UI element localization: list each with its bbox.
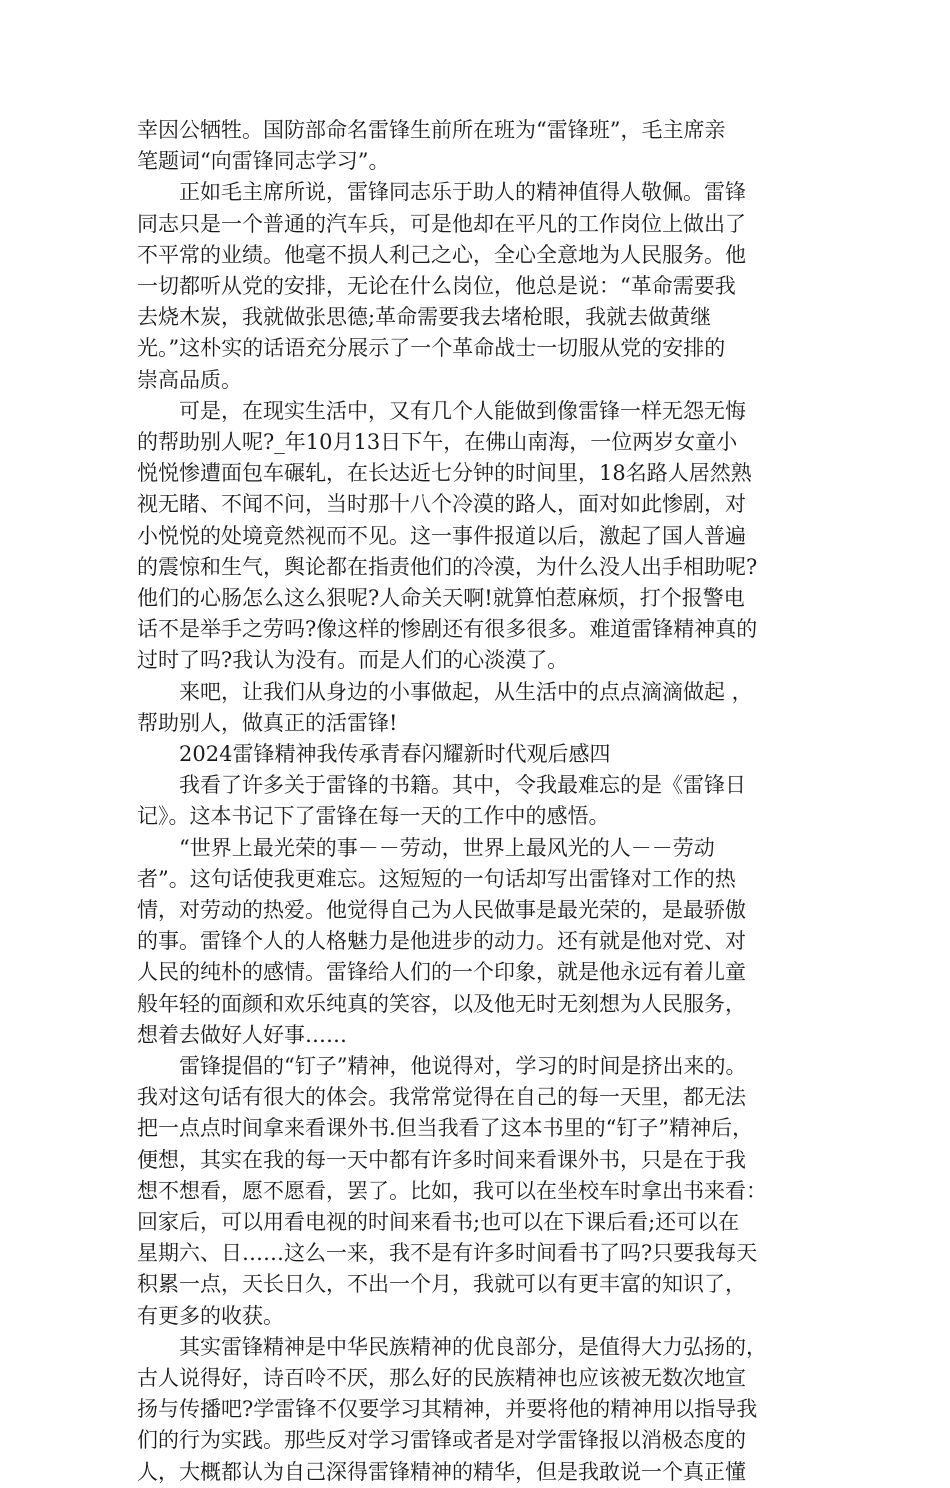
text-line: 记》。这本书记下了雷锋在每一天的工作中的感悟。 (137, 804, 610, 829)
text-line: 们的行为实践。那些反对学习雷锋或者是对学雷锋报以消极态度的 (137, 1428, 746, 1453)
text-line: 他们的心肠怎么这么狠呢?人命关天啊!就算怕惹麻烦，打个报警电 (137, 586, 745, 610)
text-line: 视无睹、不闻不问，当时那十八个冷漠的路人，面对如此惨剧，对 (137, 492, 746, 517)
text-line: 把一点点时间拿来看课外书.但当我看了这本书里的“钉子”精神后， (137, 1116, 754, 1141)
text-line: 2024雷锋精神我传承青春闪耀新时代观后感四 (137, 742, 611, 766)
text-line: 同志只是一个普通的汽车兵，可是他却在平凡的工作岗位上做出了 (137, 211, 746, 236)
text-line: 扬与传播吧?学雷锋不仅要学习其精神，并要将他的精神用以指导我 (137, 1397, 758, 1422)
text-line: 雷锋提倡的“钉子”精神，他说得对，学习的时间是挤出来的。 (137, 1054, 747, 1078)
text-line: 的事。雷锋个人的人格魅力是他进步的动力。还有就是他对党、对 (137, 929, 746, 954)
text-line: 般年轻的面颜和欢乐纯真的笑容，以及他无时无刻想为人民服务， (137, 991, 746, 1016)
text-line: 想着去做好人好事…… (137, 1022, 347, 1047)
text-line: 我看了许多关于雷锋的书籍。其中，令我最难忘的是《雷锋日 (137, 773, 746, 798)
text-line: 幸因公牺牲。国防部命名雷锋生前所在班为“雷锋班”，毛主席亲 (137, 118, 726, 142)
text-line: 话不是举手之劳吗?像这样的惨剧还有很多很多。难道雷锋精神真的 (137, 617, 758, 642)
text-line: 人，大概都认为自己深得雷锋精神的精华，但是我敢说一个真正懂 (137, 1459, 746, 1484)
text-line: 的帮助别人呢?_年10月13日下午，在佛山南海，一位两岁女童小 (137, 430, 738, 454)
text-line: 一切都听从党的安排，无论在什么岗位，他总是说：“革命需要我 (137, 274, 736, 298)
text-line: 来吧，让我们从身边的小事做起，从生活中的点点滴滴做起 ， (137, 679, 753, 704)
text-line: 的震惊和生气，舆论都在指责他们的冷漠，为什么没人出手相助呢? (137, 554, 758, 579)
text-line: 古人说得好，诗百呤不厌，那么好的民族精神也应该被无数次地宣 (137, 1366, 746, 1390)
text-line: 回家后，可以用看电视的时间来看书;也可以在下课后看;还可以在 (137, 1210, 740, 1234)
text-line: 我对这句话有很大的体会。我常常觉得在自己的每一天里，都无法 (137, 1085, 746, 1110)
text-line: 小悦悦的处境竟然视而不见。这一事件报道以后，激起了国人普遍 (137, 523, 746, 548)
text-line: 可是，在现实生活中，又有几个人能做到像雷锋一样无怨无悔 (137, 398, 746, 423)
text-line: 去烧木炭，我就做张思德;革命需要我去堵枪眼，我就去做黄继 (137, 305, 712, 330)
text-line: “世界上最光荣的事－－劳动，世界上最风光的人－－劳动 (137, 835, 715, 860)
text-line: 正如毛主席所说，雷锋同志乐于助人的精神值得人敬佩。雷锋 (137, 180, 746, 205)
text-line: 光。”这朴实的话语充分展示了一个革命战士一切服从党的安排的 (137, 336, 726, 361)
text-line: 崇高品质。 (137, 367, 242, 392)
text-line: 悦悦惨遭面包车碾轧，在长达近七分钟的时间里，18名路人居然熟 (137, 461, 752, 486)
text-line: 笔题词“向雷锋同志学习”。 (137, 149, 390, 174)
text-line: 其实雷锋精神是中华民族精神的优良部分，是值得大力弘扬的， (137, 1334, 767, 1359)
text-line: 想不想看，愿不愿看，罢了。比如，我可以在坐校车时拿出书来看： (137, 1178, 767, 1203)
text-line: 者”。这句话使我更难忘。这短短的一句话却写出雷锋对工作的热 (137, 866, 736, 891)
text-line: 不平常的业绩。他毫不损人利己之心，全心全意地为人民服务。他 (137, 242, 746, 267)
text-line: 过时了吗?我认为没有。而是人们的心淡漠了。 (137, 648, 569, 673)
text-line: 人民的纯朴的感情。雷锋给人们的一个印象，就是他永远有着儿童 (137, 960, 746, 985)
text-line: 便想，其实在我的每一天中都有许多时间来看课外书，只是在于我 (137, 1147, 746, 1172)
text-line: 帮助别人，做真正的活雷锋! (137, 710, 398, 735)
text-line: 情，对劳动的热爱。他觉得自己为人民做事是最光荣的，是最骄傲 (137, 898, 746, 922)
text-line: 星期六、日……这么一来，我不是有许多时间看书了吗?只要我每天 (137, 1241, 758, 1266)
text-line: 有更多的收获。 (137, 1303, 284, 1328)
text-line: 积累一点，天长日久，不出一个月，我就可以有更丰富的知识了， (137, 1272, 746, 1297)
